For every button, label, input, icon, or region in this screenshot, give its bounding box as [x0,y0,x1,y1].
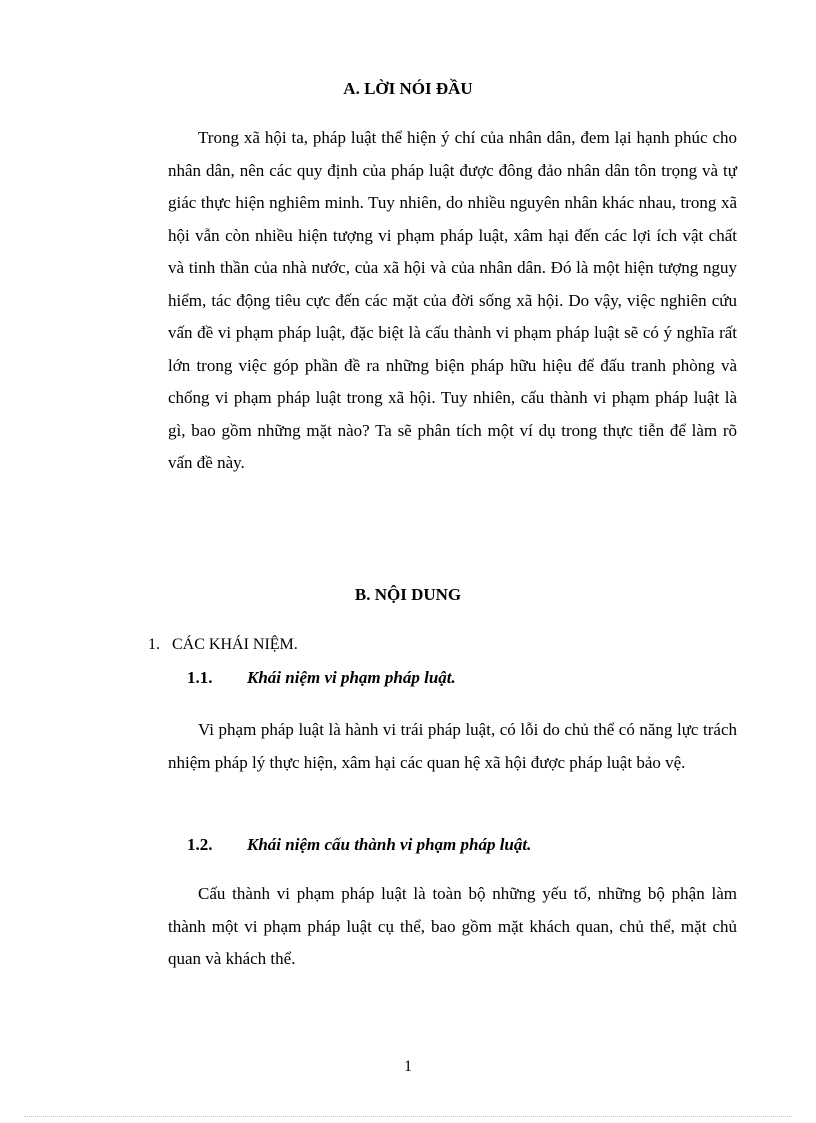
preface-heading: A. LỜI NÓI ĐẦU [343,79,473,98]
subsection-title: Khái niệm vi phạm pháp luật. [247,668,456,687]
preface-paragraph: Trong xã hội ta, pháp luật thể hiện ý chí của nhân dân, đem lại hạnh phúc cho nhân dân, nên các quy định của pháp luật được đông đảo nhân dân tôn trọng và tự giác thực hiện nghiêm minh. Tuy nhiên, do nhiều nguyên nhân khác nhau, trong xã hội vẫn còn nhiều hiện tượng vi phạm pháp luật, xâm hại đến các lợi ích vật chất và tinh thần của nhà nước, của xã hội và của nhân dân. Đó là một hiện tượng nguy hiểm, tác động tiêu cực đến các mặt của đời sống xã hội. Do vậy, việc nghiên cứu vấn đề vi phạm pháp luật, đặc biệt là cấu thành vi phạm pháp luật sẽ có ý nghĩa rất lớn trong việc góp phần đề ra những biện pháp hữu hiệu để đấu tranh phòng và chống vi phạm pháp luật trong xã hội. Tuy nhiên, cấu thành vi phạm pháp luật là gì, bao gồm những mặt nào? Ta sẽ phân tích một ví dụ trong thực tiễn để làm rõ vấn đề này. [168,128,737,472]
page-number: 1 [404,1058,412,1075]
subsection-heading-violation [187,668,456,688]
section-title: CÁC KHÁI NIỆM. [172,636,298,653]
subsection-number: 1.2. [187,835,213,854]
section-number: 1. [148,636,160,653]
footer-divider [24,1116,792,1117]
content-heading: B. NỘI DUNG [354,585,462,604]
violation-definition-paragraph: Vi phạm pháp luật là hành vi trái pháp luật, có lỗi do chủ thể có năng lực trách nhiệm pháp lý thực hiện, xâm hại các quan hệ xã hội được pháp luật bảo vệ. [168,720,737,772]
composition-definition-paragraph: Cấu thành vi phạm pháp luật là toàn bộ những yếu tố, những bộ phận làm thành một vi phạm pháp luật cụ thể, bao gồm mặt khách quan, chủ thể, mặt chủ quan và khách thể. [168,884,737,968]
subsection-heading-composition [187,835,531,855]
subsection-number: 1.1. [187,668,213,687]
section-heading-concepts [148,636,298,654]
subsection-title: Khái niệm cấu thành vi phạm pháp luật. [247,835,532,854]
